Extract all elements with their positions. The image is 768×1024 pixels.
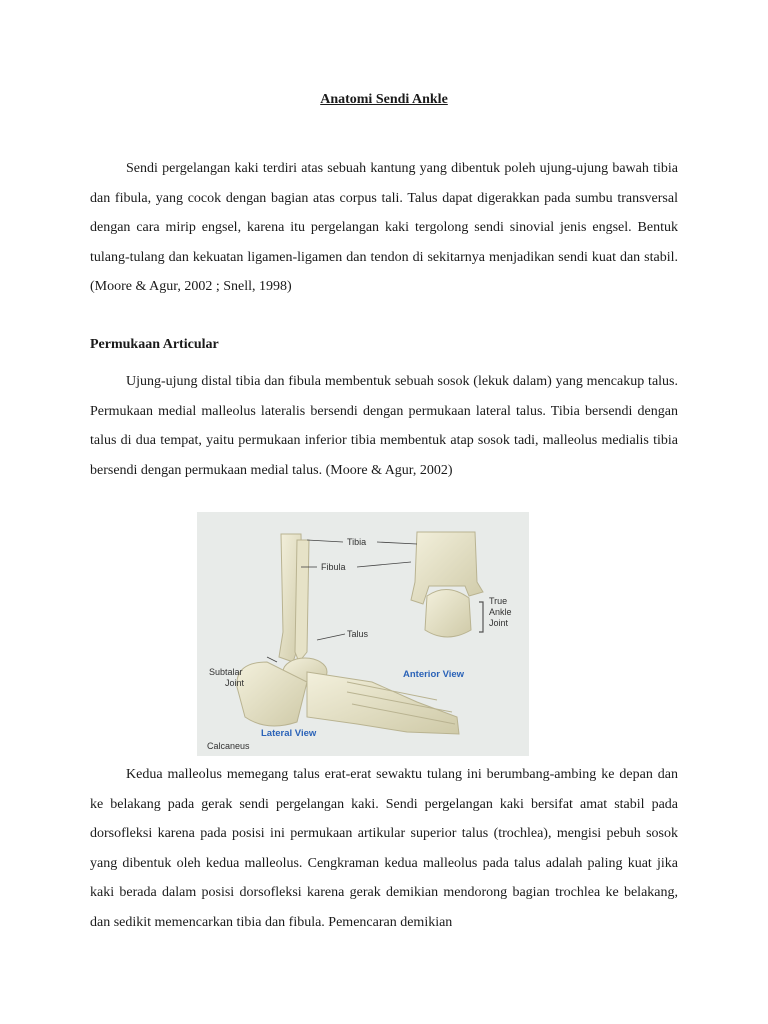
true-ankle-joint-brace xyxy=(479,602,483,632)
anterior-talus-shape xyxy=(425,589,471,637)
ankle-anatomy-illustration xyxy=(197,512,529,756)
foot-bones-shape xyxy=(307,672,459,734)
label-subtalar-1: Subtalar xyxy=(209,667,243,677)
paragraph-malleolus: Kedua malleolus memegang talus erat-erat sewaktu tulang ini berumbang-ambing ke depan dan ke belakang pada gerak sendi pergelangan kaki. Sendi pergelangan kaki bersifat amat stabil pada dorsofleksi karena pada posisi ini permukaan artikular superior talus (trochlea), mengisi pebuh sosok yang dibentuk oleh kedua malleolus. Cengkraman kedua malleolus pada talus adalah paling kuat jika kaki berada dalam posisi dorsofleksi karena gerak demikian mendorong bagian trochlea ke belakang, dan sedikit memencarkan tibia dan fibula. Pemencaran demikian xyxy=(90,767,678,930)
label-anterior-view: Anterior View xyxy=(403,669,465,680)
ankle-anatomy-figure xyxy=(197,512,529,756)
label-lateral-view: Lateral View xyxy=(261,728,317,739)
label-fibula: Fibula xyxy=(321,562,346,572)
label-tibia: Tibia xyxy=(347,537,367,547)
label-calcaneus: Calcaneus xyxy=(207,741,250,751)
paragraph-articular: Ujung-ujung distal tibia dan fibula membentuk sebuah sosok (lekuk dalam) yang mencakup talus. Permukaan medial malleolus lateralis bersendi dengan permukaan lateral talus. Tibia bersendi dengan talus di dua tempat, yaitu permukaan inferior tibia membentuk atap sosok tadi, malleolus medialis tibia bersendi dengan permukaan medial talus. (Moore & Agur, 2002) xyxy=(90,374,678,478)
fibula-shape xyxy=(295,540,309,662)
label-true-ankle-1: True xyxy=(489,596,508,606)
paragraph-intro: Sendi pergelangan kaki terdiri atas sebuah kantung yang dibentuk poleh ujung-ujung bawah tibia dan fibula, yang cocok dengan bagian atas corpus tali. Talus dapat digerakkan pada sumbu transversal dengan cara mirip engsel, karena itu pergelangan kaki tergolong sendi sinovial jenis engsel. Bentuk tulang-tulang dan kekuatan ligamen-ligamen dan tendon di sekitarnya menjadikan sendi kuat dan stabil. (Moore & Agur, 2002 ; Snell, 1998) xyxy=(90,161,678,294)
label-talus: Talus xyxy=(347,629,369,639)
label-subtalar-2: Joint xyxy=(225,678,245,688)
label-true-ankle-3: Joint xyxy=(489,618,509,628)
label-true-ankle-2: Ankle xyxy=(489,607,512,617)
section-heading: Permukaan Articular xyxy=(90,337,219,352)
document-title: Anatomi Sendi Ankle xyxy=(320,92,448,107)
